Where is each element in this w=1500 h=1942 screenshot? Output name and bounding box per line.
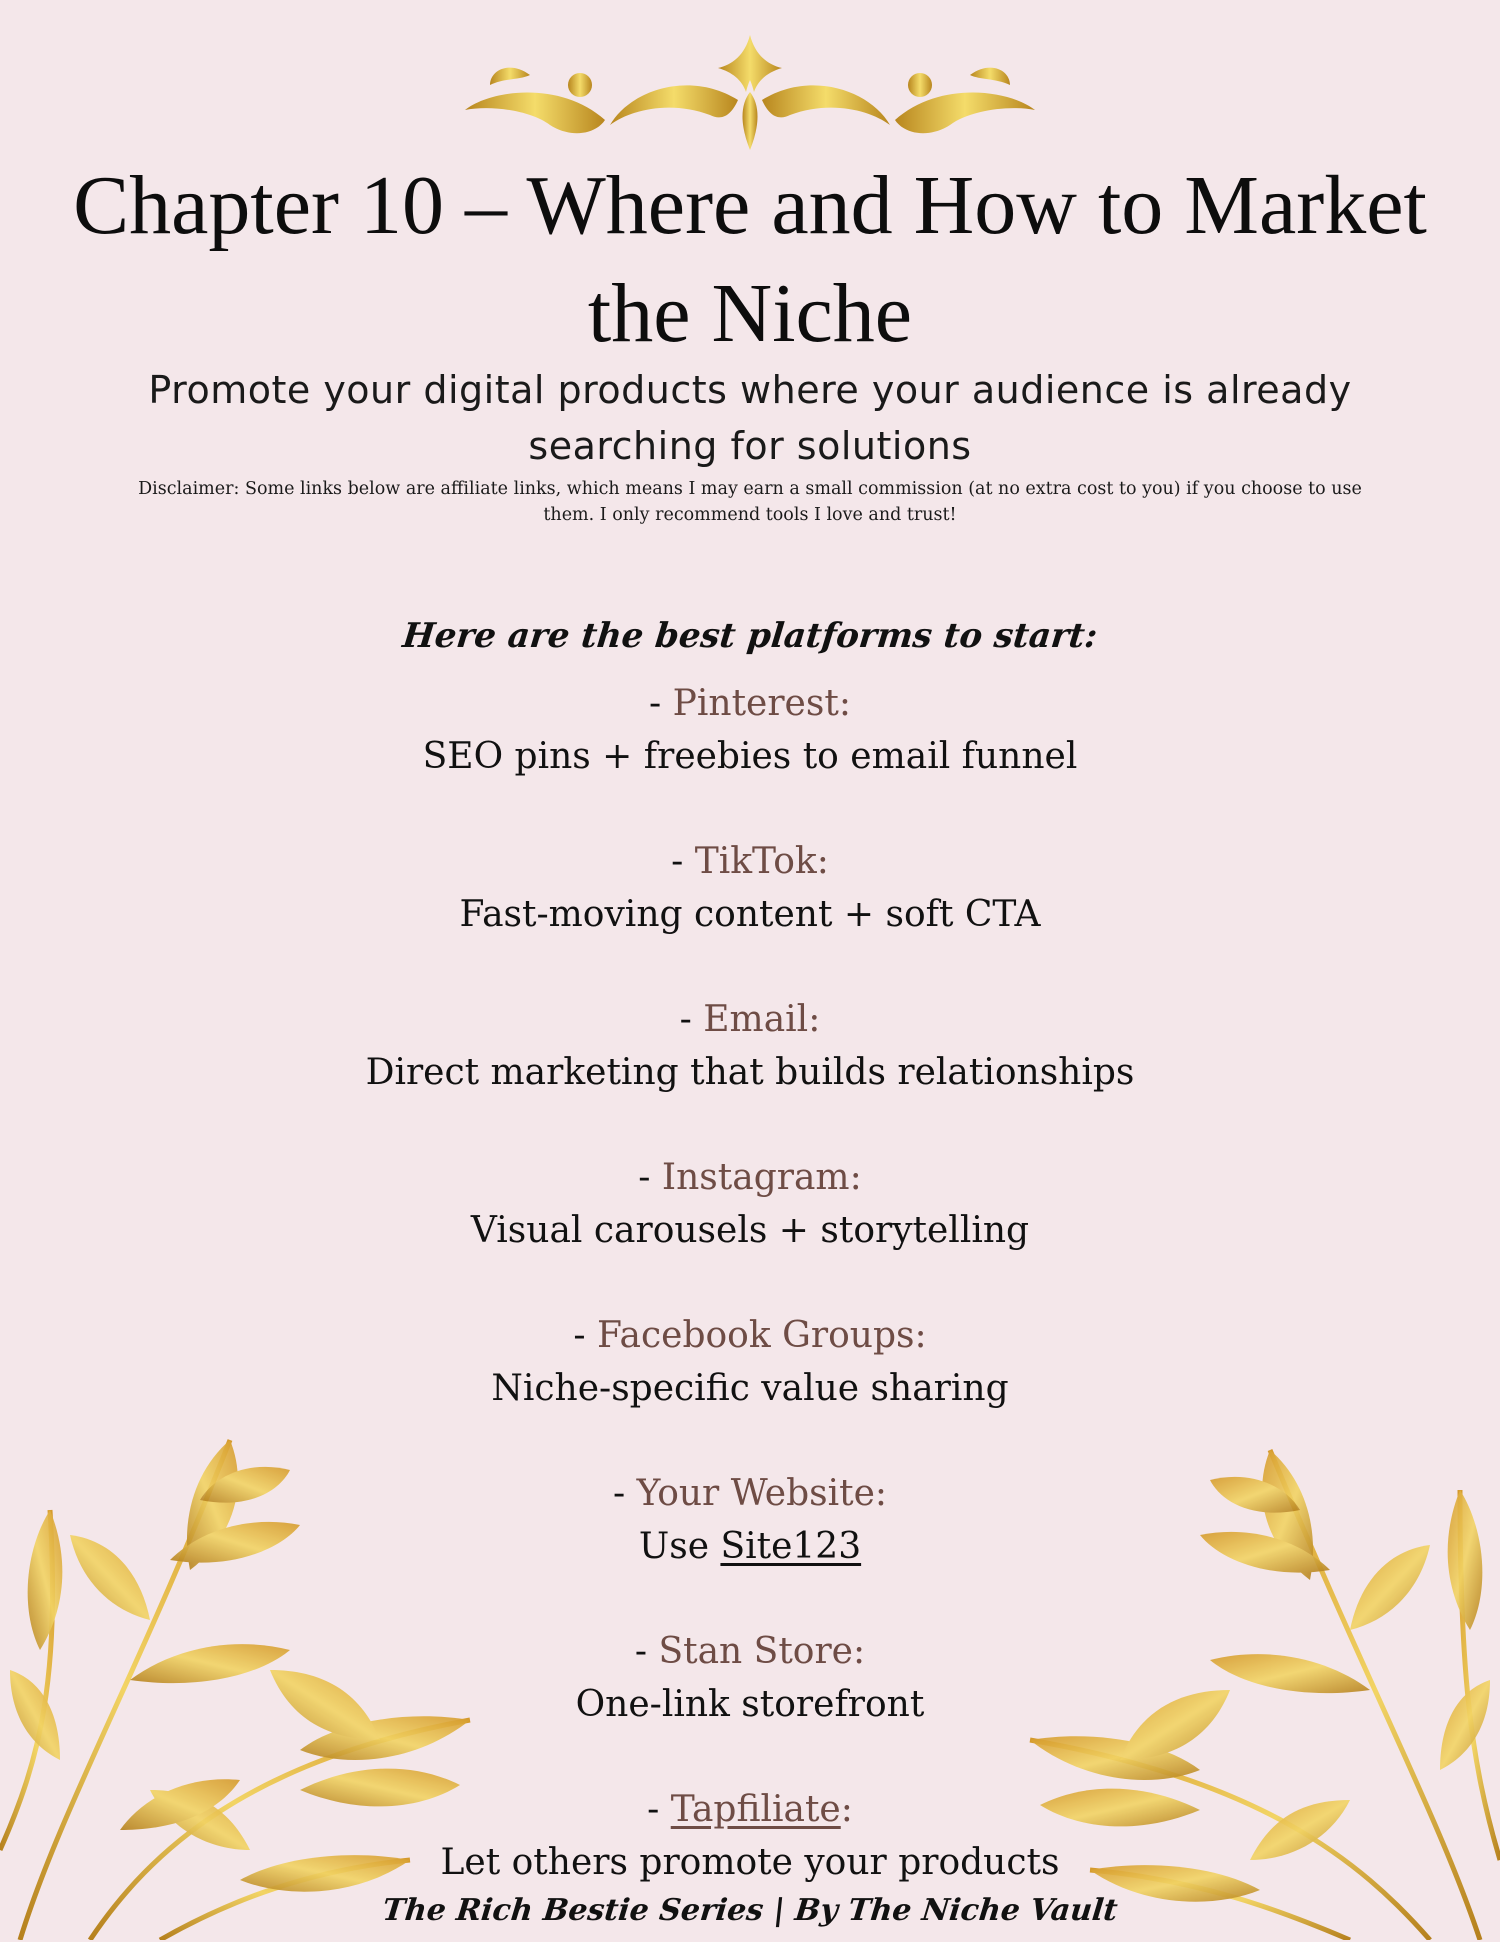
platform-colon: : <box>816 841 829 882</box>
platform-colon: : <box>914 1315 927 1356</box>
site123-link[interactable]: Site123 <box>720 1526 862 1567</box>
platform-name: Instagram <box>661 1157 850 1198</box>
platform-colon: : <box>840 1789 853 1830</box>
platform-name: TikTok <box>694 841 817 882</box>
platform-item-tiktok <box>150 836 1350 994</box>
platform-name: Pinterest <box>672 683 839 724</box>
bullet-dash: - <box>649 683 673 724</box>
platform-description: One-link storefront <box>575 1684 925 1725</box>
platform-heading <box>150 1784 1350 1836</box>
footer-series: The Rich Bestie Series | By The Niche Vault <box>380 1893 1120 1928</box>
platform-description: Visual carousels + storytelling <box>470 1210 1030 1251</box>
desc-prefix: Use <box>638 1526 721 1567</box>
platform-name: Facebook Groups <box>597 1315 915 1356</box>
platform-description: Direct marketing that builds relationships <box>365 1052 1135 1093</box>
platform-heading <box>150 1468 1350 1520</box>
platform-item-facebook-groups <box>150 1310 1350 1468</box>
affiliate-disclaimer: Disclaimer: Some links below are affiliate links, which means I may earn a small commission (at no extra cost to you) if you choose to use them. I only recommend tools I love and trust! <box>138 479 1362 525</box>
bullet-dash: - <box>634 1631 659 1672</box>
bullet-dash: - <box>647 1789 671 1830</box>
gold-flourish-icon <box>450 30 1050 155</box>
platform-name: Stan Store <box>658 1631 853 1672</box>
page-title: Chapter 10 – Where and How to Market the Niche <box>73 159 1427 360</box>
platform-heading <box>150 678 1350 730</box>
bullet-dash: - <box>638 1157 662 1198</box>
platform-colon: : <box>838 683 851 724</box>
platform-colon: : <box>874 1473 888 1514</box>
platform-item-pinterest <box>150 678 1350 836</box>
platform-name: Email <box>703 999 809 1040</box>
platform-description: Let others promote your products <box>440 1842 1060 1883</box>
bullet-dash: - <box>573 1315 597 1356</box>
platform-colon: : <box>808 999 821 1040</box>
platform-item-email <box>150 994 1350 1152</box>
bullet-dash: - <box>671 841 695 882</box>
platform-heading <box>150 994 1350 1046</box>
platform-heading <box>150 1310 1350 1362</box>
platforms-intro: Here are the best platforms to start: <box>400 616 1100 656</box>
platform-item-stan-store <box>150 1626 1350 1784</box>
page-subtitle: Promote your digital products where your audience is already searching for solutions <box>148 368 1352 468</box>
platform-item-instagram <box>150 1152 1350 1310</box>
bullet-dash: - <box>679 999 704 1040</box>
platform-description: Niche-specific value sharing <box>491 1368 1009 1409</box>
platform-name: Your Website <box>636 1473 875 1514</box>
platform-description: SEO pins + freebies to email funnel <box>422 736 1078 777</box>
platform-colon: : <box>853 1631 866 1672</box>
platform-colon: : <box>849 1157 862 1198</box>
tapfiliate-link[interactable]: Tapfiliate <box>670 1789 841 1830</box>
platform-description: Fast-moving content + soft CTA <box>459 894 1041 935</box>
platform-description <box>150 1520 1350 1574</box>
bullet-dash: - <box>612 1473 637 1514</box>
platform-heading <box>150 1626 1350 1678</box>
platform-list <box>150 678 1350 1942</box>
platform-heading <box>150 836 1350 888</box>
platform-item-your-website <box>150 1468 1350 1626</box>
platform-heading <box>150 1152 1350 1204</box>
